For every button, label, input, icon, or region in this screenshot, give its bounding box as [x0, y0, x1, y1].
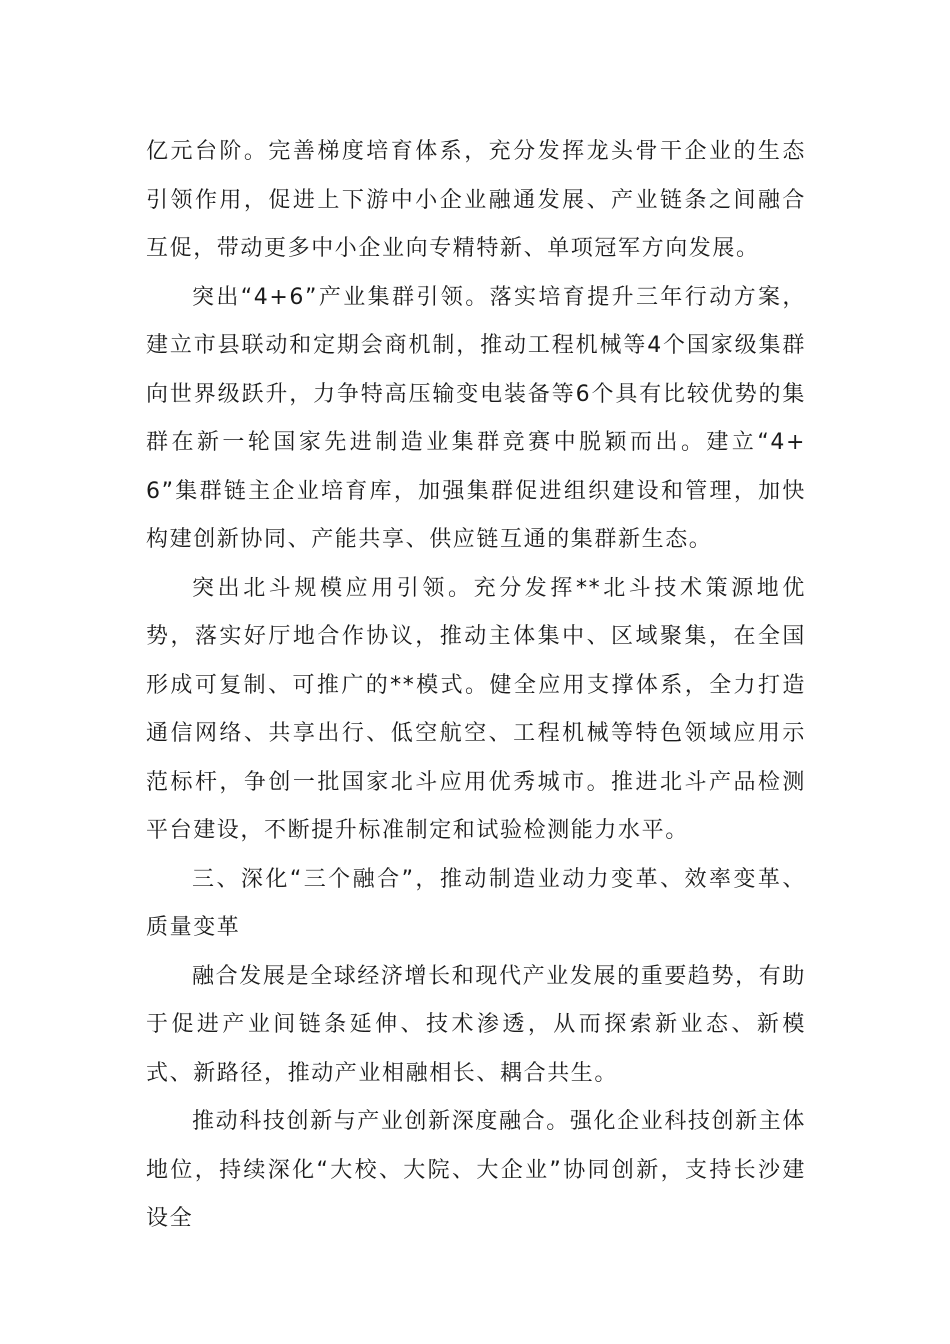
document-body: [146, 128, 806, 1244]
paragraph-continuation: 亿元台阶。完善梯度培育体系，充分发挥龙头骨干企业的生态引领作用，促进上下游中小企业融通发展、产业链条之间融合互促，带动更多中小企业向专精特新、单项冠军方向发展。: [146, 139, 806, 261]
paragraph-cluster-leadership: 突出“4+6”产业集群引领。落实培育提升三年行动方案，建立市县联动和定期会商机制，推动工程机械等4个国家级集群向世界级跃升，力争特高压输变电装备等6个具有比较优势的集群在新一轮国家先进制造业集群竞赛中脱颖而出。建立“4+6”集群链主企业培育库，加强集群促进组织建设和管理，加快构建创新协同、产能共享、供应链互通的集群新生态。: [146, 284, 806, 552]
paragraph-integration-overview: 融合发展是全球经济增长和现代产业发展的重要趋势，有助于促进产业间链条延伸、技术渗透，从而探索新业态、新模式、新路径，推动产业相融相长、耦合共生。: [146, 963, 806, 1086]
paragraph-tech-industry-integration: 推动科技创新与产业创新深度融合。强化企业科技创新主体地位，持续深化“大校、大院、大企业”协同创新，支持长沙建设全: [146, 1109, 806, 1231]
paragraph-beidou-application: 突出北斗规模应用引领。充分发挥**北斗技术策源地优势，落实好厅地合作协议，推动主体集中、区域聚集，在全国形成可复制、可推广的**模式。健全应用支撑体系，全力打造通信网络、共享出行、低空航空、工程机械等特色领域应用示范标杆，争创一批国家北斗应用优秀城市。推进北斗产品检测平台建设，不断提升标准制定和试验检测能力水平。: [146, 575, 806, 843]
section-heading-three-integrations: 三、深化“三个融合”，推动制造业动力变革、效率变革、质量变革: [146, 866, 806, 940]
